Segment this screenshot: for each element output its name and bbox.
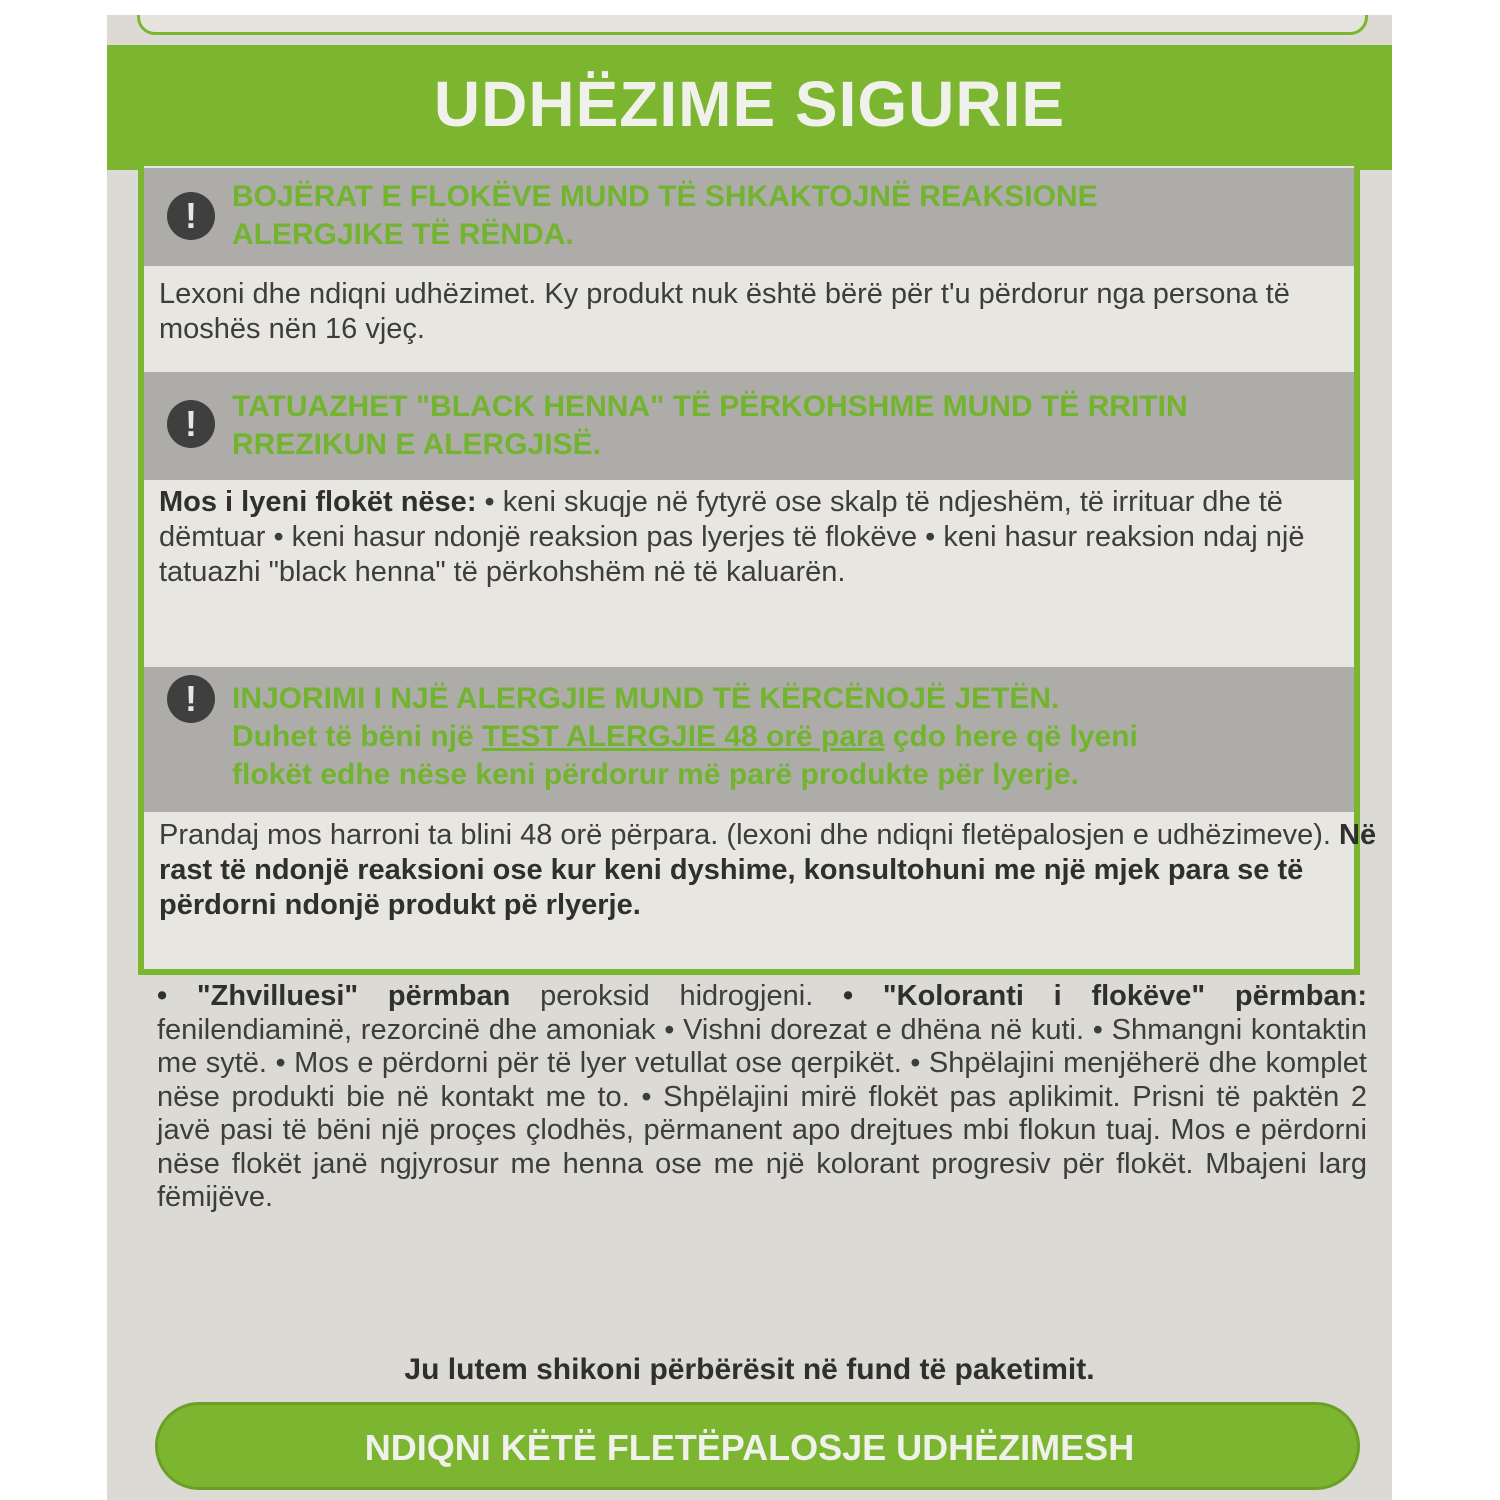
warning-3-line-2-post: çdo here që lyeni bbox=[884, 720, 1138, 753]
warning-1-line-1: BOJËRAT E FLOKËVE MUND TË SHKAKTOJNË REAKSIONE bbox=[232, 180, 1098, 213]
colorant-label: • "Koloranti i flokëve" përmban: bbox=[843, 980, 1367, 1012]
precautions-text: fenilendiaminë, rezorcinë dhe amoniak • Vishni dorezat e dhëna në kuti. • Shmangni kontaktin me sytë. • Mos e përdorni për të lyer vetullat ose qerpikët. • Shpëlajini menjëherë dhe komplet nëse produkti bie në kontakt me to. • Shpëlajini mirë flokët pas aplikimit. Prisni të paktën 2 javë pasi të bëni një proçes çlodhës, përmanent apo drejtues mbi flokun tuaj. Mos e përdorni nëse flokët janë ngjyrosur me henna ose me një kolorant progresiv për flokët. Mbajeni larg fëmijëve. bbox=[157, 1013, 1367, 1213]
warning-text-3 bbox=[232, 680, 1332, 794]
footer-label: NDIQNI KËTË FLETËPALOSJE UDHËZIMESH bbox=[364, 1427, 1135, 1468]
warning-2-line-2: RREZIKUN E ALERGJISË. bbox=[232, 428, 601, 461]
warning-1-line-2: ALERGJIKE TË RËNDA. bbox=[232, 218, 574, 251]
allergy-test-emphasis: TEST ALERGJIE 48 orë para bbox=[482, 720, 885, 753]
contraindications-lead: Mos i lyeni flokët nëse: bbox=[159, 486, 477, 518]
developer-content: peroksid hidrogjeni. bbox=[510, 980, 843, 1012]
top-banner-edge bbox=[137, 15, 1368, 35]
warning-3-line-1: INJORIMI I NJË ALERGJIE MUND TË KËRCËNOJË JETËN. bbox=[232, 682, 1060, 715]
warning-3-line-2 bbox=[232, 718, 1332, 756]
warning-2-line-1: TATUAZHET "BLACK HENNA" TË PËRKOHSHME MUND TË RRITIN bbox=[232, 390, 1188, 423]
exclamation-icon: ! bbox=[167, 675, 215, 723]
warning-text-2 bbox=[232, 388, 1332, 464]
paragraph-consult-doctor bbox=[159, 818, 1377, 923]
developer-label: • "Zhvilluesi" përmban bbox=[157, 980, 511, 1012]
warning-3-line-2-pre: Duhet të bëni një bbox=[232, 720, 483, 753]
warning-3-line-3: flokët edhe nëse keni përdorur më parë produkte për lyerje. bbox=[232, 758, 1079, 791]
exclamation-icon: ! bbox=[167, 400, 215, 448]
page-title: UDHËZIME SIGURIE bbox=[433, 68, 1066, 140]
ingredients-and-precautions bbox=[157, 980, 1367, 1215]
consult-bold: Në rast të ndonjë reaksioni ose kur keni dyshime, konsultohuni me një mjek para se të përdorni ndonjë produkt pë rlyerje. bbox=[159, 819, 1377, 921]
paragraph-contraindications bbox=[159, 485, 1377, 590]
warning-text-1 bbox=[232, 178, 1332, 254]
ingredients-note: Ju lutem shikoni përbërësit në fund të paketimit. bbox=[404, 1353, 1095, 1386]
safety-instructions-panel bbox=[107, 15, 1392, 1500]
paragraph-age-restriction: Lexoni dhe ndiqni udhëzimet. Ky produkt nuk është bërë për t'u përdorur nga persona të moshës nën 16 vjeç. bbox=[159, 278, 1290, 345]
contraindications-list: • keni skuqje në fytyrë ose skalp të ndjeshëm, të irrituar dhe të dëmtuar • keni hasur ndonjë reaksion pas lyerjes të flokëve • keni hasur reaksion ndaj një tatuazhi "black henna" të përkohshëm në të kaluarën. bbox=[159, 486, 1305, 588]
consult-plain: Prandaj mos harroni ta blini 48 orë përpara. (lexoni dhe ndiqni fletëpalosjen e udhëzimeve). bbox=[159, 819, 1340, 851]
exclamation-icon: ! bbox=[167, 192, 215, 240]
